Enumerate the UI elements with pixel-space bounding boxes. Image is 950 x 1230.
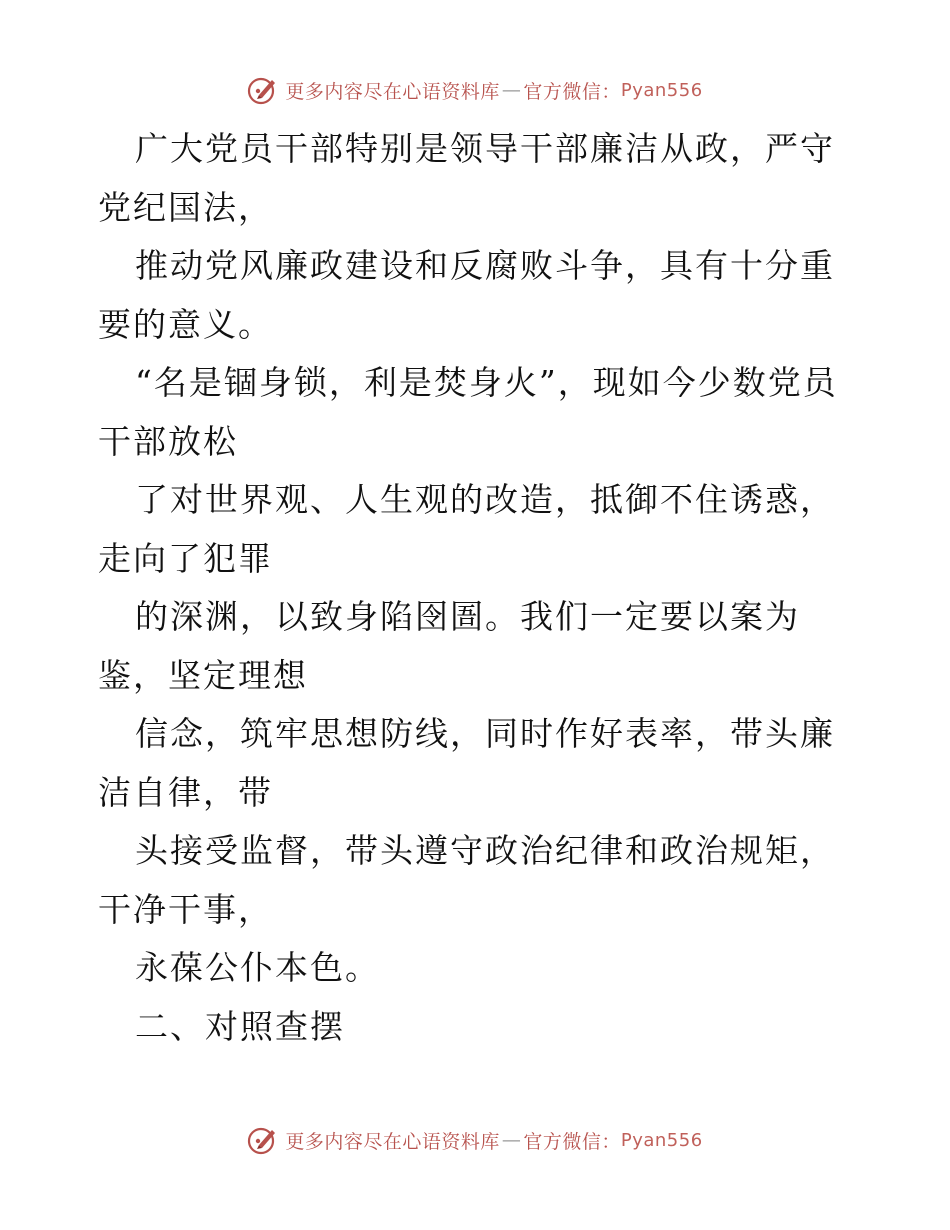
paragraph: 广大党员干部特别是领导干部廉洁从政，严守党纪国法， — [98, 129, 835, 227]
watermark-official: 官方微信： — [523, 80, 621, 103]
section-heading: 二、对照查摆 — [135, 1006, 345, 1046]
watermark-dash: — — [501, 1129, 522, 1151]
paragraph: 信念，筑牢思想防线，同时作好表率，带头廉洁自律，带 — [98, 714, 835, 812]
watermark-dash: — — [501, 79, 522, 101]
paragraph: “名是锢身锁，利是焚身火”，现如今少数党员干部放松 — [98, 363, 838, 461]
watermark-text: 更多内容尽在心语资料库 — [285, 1130, 500, 1153]
paragraph: 推动党风廉政建设和反腐败斗争，具有十分重要的意义。 — [98, 246, 835, 344]
paragraph: 了对世界观、人生观的改造，抵御不住诱惑，走向了犯罪 — [98, 480, 835, 578]
watermark-official: 官方微信： — [523, 1130, 621, 1153]
footer-watermark — [0, 1124, 950, 1156]
paragraph: 头接受监督，带头遵守政治纪律和政治规矩，干净干事， — [98, 831, 835, 929]
header-watermark — [0, 74, 950, 106]
document-body — [98, 120, 853, 1056]
watermark-id: Pyan556 — [620, 1129, 703, 1151]
fountain-pen-logo-icon — [247, 74, 279, 106]
paragraph: 永葆公仆本色。 — [135, 948, 380, 987]
watermark-text: 更多内容尽在心语资料库 — [285, 80, 500, 103]
fountain-pen-logo-icon — [247, 1124, 279, 1156]
watermark-id: Pyan556 — [620, 79, 703, 101]
paragraph: 的深渊，以致身陷囹圄。我们一定要以案为鉴，坚定理想 — [98, 597, 800, 695]
